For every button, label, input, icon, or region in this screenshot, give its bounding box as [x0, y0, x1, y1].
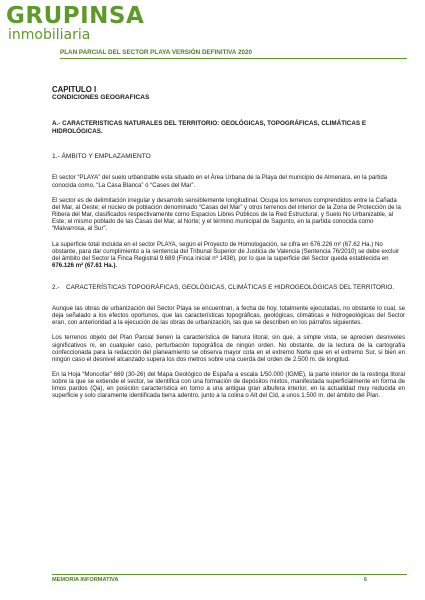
- heading-ambito: 1.- ÁMBITO Y EMPLAZAMIENTO: [52, 153, 151, 161]
- logo-main-text: GRUPINSA: [6, 3, 145, 29]
- heading-2-text: CARACTERÍSTICAS TOPOGRÁFICAS, GEOLÓGICAS, CLIMÁTICAS E HIDROGEOLÓGICAS DEL TERRITORIO.: [66, 284, 395, 292]
- paragraph-boundaries: El sector es de delimitación irregular y desarrollo sensiblemente longitudinal. Ocupa los terrenos comprendidos entre la Cañada del Mar, al Oeste; el núcleo de población denominado “Casas del Mar” y otros terrenos del interior de la Zona de Protección de la Ribera del Mar, clasificados respectivamente como Espacios Libres Públicos de la Red Estructural, y Suelo No Urbanizable, al Este; el mismo poblado de las Casas del Mar, al Norte; y el término municipal de Sagunto, en la partida conocida como “Malvarrosa, al Sur”.: [52, 196, 401, 233]
- footer-divider: [52, 574, 407, 575]
- header-title: PLAN PARCIAL DEL SECTOR PLAYA VERSIÓN DEFINITIVA 2020: [60, 49, 252, 56]
- page-number: 6: [363, 577, 367, 583]
- header-divider: [60, 58, 407, 59]
- paragraph-works: Aunque las obras de urbanización del Sector Playa se encuentran, a fecha de hoy, totalmente ejecutadas, no obstante lo cual, se deja señalado a los efectos oportunos, que las características topográficas, geológicas, climáticas e hidrogeológicas del Sector eran, con anterioridad a la ejecución de las obras de urbanización, las que se describen en los párrafos siguientes.: [52, 304, 405, 327]
- paragraph-location: El sector “PLAYA” del suelo urbanizable esta situado en el Área Urbana de la Playa del municipio de Almenara, en la partida conocida como, “La Casa Blanca” ó “Cases del Mar”.: [52, 174, 388, 189]
- heading-2-number: 2.-: [52, 284, 60, 292]
- paragraph-surface-text: La superficie total incluida en el sector PLAYA, según el Proyecto de Homologación, se cifra en 676.226 m² (67.62 Ha.) No obstante, para dar cumplimiento a la sentencia del Tribunal Superior de Justicia de Valencia (Sentencia 76/2010) se debe excluir del ámbito del Sector la Finca Registral 9.689 (Finca inicial nº 1438), por lo que la superficie del Sector queda establecida en: [52, 240, 400, 262]
- paragraph-surface: [52, 241, 405, 270]
- chapter-title: CAPITULO I: [52, 85, 97, 94]
- page-content: [52, 85, 405, 406]
- paragraph-topography: Los terrenos objeto del Plan Parcial tienen la característica de llanura litoral, sin que, a simple vista, se aprecien desniveles significativos ni, en cualquier caso, perturbación topográfica de ningún orden. No obstante, de la lectura de la cartografía confeccionada para la redacción del planeamiento se observa mayor cota en el extremo Norte que en el extremo Sur, si bien en ningún caso el desnivel alcanzado supera los dos metros sobre una cuerda del orden de 2.500 m. de longitud.: [52, 334, 405, 363]
- heading-caracteristicas: [52, 284, 405, 292]
- grupinsa-logo: [6, 4, 166, 46]
- paragraph-surface-bold: 676.126 m² (67.61 Ha.).: [52, 261, 118, 269]
- section-a-heading: A.- CARACTERISTICAS NATURALES DEL TERRITORIO: GEOLÓGICAS, TOPOGRÁFICAS, CLIMÁTICAS E HIDROLÓGICAS.: [52, 120, 367, 136]
- logo-sub-text: inmobiliaria: [8, 27, 91, 43]
- paragraph-geology: En la Hoja “Moncofar” 669 (30-26) del Mapa Geológico de España a escala 1/50.000 (IGME), la parte interior de la restinga litoral sobre la que se extiende el sector, se identifica con una formación de depósitos mixtos, manifestada superficialmente en forma de limos pardos (Qa), en posición característica en torno a una antigua gran albufera interior, en la actualidad muy reducida en superficie y solo claramente identificada tierra adentro, junto a la colina o Alt del Cid, a unos 1.500 m. del ámbito del Plan.: [52, 371, 405, 400]
- footer-title: MEMORIA INFORMATIVA: [52, 577, 119, 583]
- chapter-subtitle: CONDICIONES GEOGRAFICAS: [52, 94, 150, 101]
